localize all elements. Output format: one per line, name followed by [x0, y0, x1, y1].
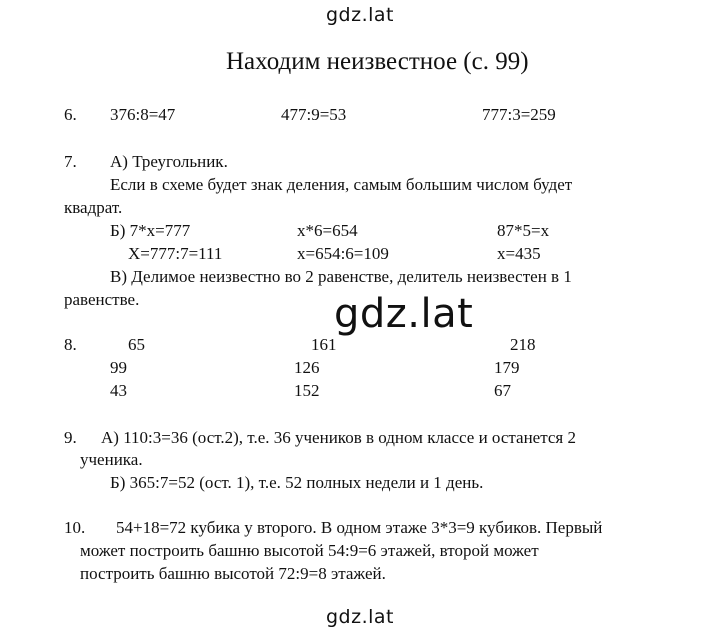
task-7-number: 7.: [64, 152, 77, 171]
task-10-line-2: может построить башню высотой 54:9=6 этажей, второй может: [80, 541, 539, 560]
task-9-a-line-1: А) 110:3=36 (ост.2), т.е. 36 учеников в одном классе и останется 2: [101, 428, 576, 447]
task-7-c-text-line-2: равенстве.: [64, 290, 140, 309]
task-7-b-solution-1: Х=777:7=111: [128, 244, 223, 263]
task-8-cell: 65: [128, 335, 145, 354]
watermark-center: gdz.lat: [334, 291, 474, 337]
task-7-b-equation-3: 87*5=х: [497, 221, 550, 240]
task-10-number: 10.: [64, 518, 86, 537]
page-title: Находим неизвестное (с. 99): [226, 48, 529, 75]
task-8-cell: 179: [494, 358, 520, 377]
task-8-cell: 218: [510, 335, 536, 354]
task-7-a-text-line-2: квадрат.: [64, 198, 123, 217]
task-7-a-text-line-1: Если в схеме будет знак деления, самым большим числом будет: [110, 175, 573, 194]
task-7-b-equation-2: х*6=654: [297, 221, 358, 240]
task-8-cell: 161: [311, 335, 337, 354]
task-8-cell: 126: [294, 358, 320, 377]
task-8-number: 8.: [64, 335, 77, 354]
task-8-cell: 152: [294, 381, 320, 400]
task-7-a-label: А) Треугольник.: [110, 152, 228, 171]
task-9-number: 9.: [64, 428, 77, 447]
task-7-c-text-line-1: В) Делимое неизвестно во 2 равенстве, делитель неизвестен в 1: [110, 267, 572, 286]
task-8-cell: 99: [110, 358, 127, 377]
task-6-equation-1: 376:8=47: [110, 105, 176, 124]
task-7-b-solution-3: х=435: [497, 244, 541, 263]
task-9-b-line: Б) 365:7=52 (ост. 1), т.е. 52 полных недели и 1 день.: [110, 473, 484, 492]
task-6-equation-2: 477:9=53: [281, 105, 347, 124]
watermark-bottom: gdz.lat: [325, 606, 394, 628]
task-10-line-1: 54+18=72 кубика у второго. В одном этаже 3*3=9 кубиков. Первый: [116, 518, 603, 537]
task-6-number: 6.: [64, 105, 77, 124]
watermark-top: gdz.lat: [325, 4, 394, 26]
task-7-b-equation-1: Б) 7*х=777: [110, 221, 191, 240]
task-8-cell: 43: [110, 381, 127, 400]
task-6-equation-3: 777:3=259: [482, 105, 556, 124]
task-7-b-solution-2: х=654:6=109: [297, 244, 389, 263]
task-10-line-3: построить башню высотой 72:9=8 этажей.: [80, 564, 386, 583]
task-9-a-line-2: ученика.: [80, 450, 143, 469]
task-8-cell: 67: [494, 381, 511, 400]
